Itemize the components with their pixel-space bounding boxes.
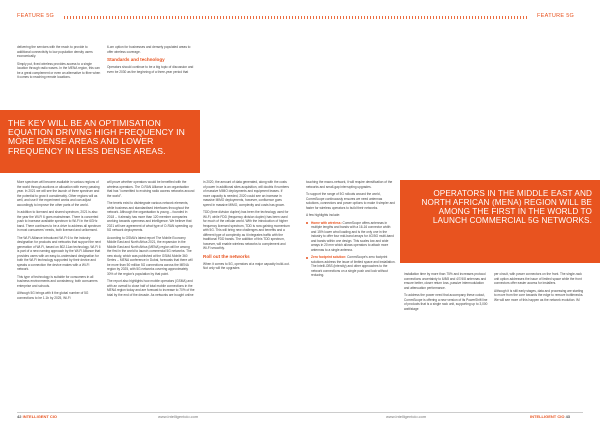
mid-body-column-1: [203, 180, 290, 408]
section-label-left: FEATURE 5G: [17, 13, 55, 19]
bullet-text: CommScope offers antennas in multiple lengths and bands with a 16-16 connector width and 15% lower wind loading and is the only one in the industry to offer four mid-band arrays for 4G/5G multi-band and bands within one design. This scales low and wide arrays in 20 mm which allows operators to attach more antennas to a single antenna.: [311, 220, 394, 252]
paragraph: Although it is still early stages, data and processing are starting to move from the core towards the edge to remove bottlenecks. We will see more of this happen as the network evolution. IM: [494, 288, 584, 302]
paragraph: Although 5G brings with it the global number of 5G connections to be 1.1b by 2025, Wi-Fi: [17, 291, 89, 300]
paragraph: To address the power need that accompany these cutout, CommScope is offering a new version of its PowerShift line of products that is a single rack unit, supporting up to 3,000 watt/stage: [404, 293, 488, 311]
paragraph: will prove whether operators would be benefited with the wireless operators. The O-RAN Alliance is an organisation that has "committed to evolving radio access networks around the world".: [107, 180, 195, 198]
left-body-column-1: [17, 180, 101, 408]
paragraph: The tenets exist to disintegrate various network elements, while business and standardised interfaces throughout the network. Although the organisation is young -- founded in 2018 -- it already has more than 120 member companies working towards openness and intelligence. We believe that 2021 will see agreement of what type of O-RAN speeding up 5G network deployments.: [107, 201, 193, 232]
page-number-left: 42: [17, 414, 22, 419]
paragraph: According to GSMA's latest report The Mobile Economy Middle East and North Africa 2021, the expansion in the Middle East and North Africa (MENA) region will be among the first in the world to launch commercial 5G networks. The new study, which was published at the GSMA Mobile 360 Series -- MENA conference in Dubai, forecasts that there will be more than 50 million 5G connections across the MENA region by 2025, with 5G networks covering approximately 30% of the region's population by that point.: [107, 235, 193, 276]
footer-left: [17, 414, 57, 419]
paragraph: This type of technology is suitable for consumers in all business environments and consistency, both consumers enterprise and schools.: [17, 274, 98, 288]
page-number-right: 43: [565, 414, 571, 419]
right-body-column-3: [494, 272, 584, 408]
paragraph: touching the macro-network, it will require densification of the networks and small-gap interrupting upgrades.: [306, 180, 393, 189]
paragraph: Simply put, fixed wireless provides access to a single location through radio waves. In the MENA region, this can be a great complement or even an alternative to fibre when it comes to reaching remote locations.: [17, 61, 101, 79]
subheading-roll-out: Roll out the networks: [203, 253, 250, 259]
magazine-name-left: INTELLIGENT CIO: [22, 414, 58, 419]
paragraph: A few highlights include:: [306, 213, 341, 217]
pull-quote-right: OPERATORS IN THE MIDDLE EAST AND NORTH AFRICAN (MENA) REGION WILL BE AMONG THE FIRST IN THE WORLD TO LAUNCH COMMERCIAL 5G NETWORKS.: [400, 180, 600, 263]
footer-divider: [17, 412, 583, 413]
paragraph: in 2020, the amount of data generated, along with the costs of power in additional sites acquisition, will doubts if numbers of massive MIMO deployments and equipment leases. If more capacity is needed, 2020 could see an increase in massive MIMO deployments, however, confluence goes speed in massive MIMO, complexity and costs has grown.: [203, 180, 289, 207]
paragraph: The Wi-Fi Alliance introduced Wi-Fi 6 to the industry designation for products and networks that support the next generation of Wi-Fi, based on 802.11ax technology. Wi-Fi 6 is part of a new naming approach by the Wi-Fi Alliance that provides users with an easy-to-understand designation for both the Wi-Fi technology supported by their device and speaks a connection the device makes with a Wi-Fi network.: [17, 235, 101, 271]
footer-right: [530, 414, 570, 419]
paragraph: TDD (time division duplex) has been the technology used for Wi-Fi, while FDD (frequency division duplex) has been used for much of the cellular world. With the introduction of higher frequency licensed spectrum, TDD is now gaining momentum with 5G. This will bring new challenges and benefits and a different type of complexity as it integrates traffic with the traditional FDD bands. The addition of this TDD spectrum, however, will enable wireless networks to complement and Wi-Fi smoothly.: [203, 210, 290, 250]
paragraph: In addition to licensed and shared spectrum, 2021 is also the year the Wi-Fi 6 goes mainstream. There is concerted push to increase available spectrum to Wi-Fi in the 6GHz band. There continues to be a drive to address all spectrum in most consumers' needs, both licensed and unlicensed.: [17, 210, 101, 232]
magazine-name-right: INTELLIGENT CIO: [530, 414, 565, 419]
paragraph: When it comes to 5G, operators at a major capacity build-out. Not only will the upgrades: [203, 261, 290, 270]
paragraph: Operators should continue to be a big topic of discussion and even be 2030 as the beginning of a three-year period that: [107, 65, 194, 74]
paragraph: delivering the services with the reach to provide to additional connectivity to low population density users economically.: [17, 45, 93, 58]
paragraph: 6-cm option for businesses and densely populated areas to offer wireless coverage.: [107, 45, 191, 54]
footer-url-left[interactable]: www.intelligentcio.com: [158, 414, 199, 419]
paragraph: More spectrum will become available in various regions of the world through auctions or allocation with every passing year. In 2021 we will see the launch of three spectrum and the potential to grow it considerably. Other regions will as well, and use if the experiment works and can adjust accordingly to improve the other parts of the world.: [17, 180, 100, 207]
bullet-title: Home with wireless:: [311, 220, 342, 225]
subheading-standards: Standards and technology: [107, 57, 165, 62]
section-label-right: FEATURE 5G: [537, 13, 575, 19]
paragraph: per circuit, with power connectors on the front. The single-rack unit option addresses the issue of limited space while the front connectors offer easier access for installers.: [494, 272, 582, 285]
paragraph: installation time by more than 75% and increases protocol connections uncertainty to 6/8/8 and 4/7/4/8 antennas and ensure better, closer return loss, passive intermodulation and attenuation performance.: [404, 272, 487, 290]
left-body-column-2: [107, 180, 195, 408]
pull-quote-left: THE KEY WILL BE AN OPTIMISATION EQUATION DRIVING HIGH FREQUENCY IN MORE DENSE AREAS AND LOWER FREQUENCY IN LESS DENSE AREAS.: [0, 110, 200, 173]
header-hatch-divider: [64, 16, 529, 19]
footer-url-right[interactable]: www.intelligentcio.com: [386, 414, 427, 419]
bullet-item: [306, 221, 396, 253]
bullet-title: Zero footprint solution:: [311, 255, 347, 259]
paragraph: The report also highlights how mobile operators (GSMA) and with an overall to close half of total mobile connections in the MENA region today and are forecast to increase to 70% of the total by the end of the decade. As networks are bought online: [107, 279, 195, 297]
right-body-column-1: [306, 180, 396, 408]
bullet-text: CommScope's zero footprint solutions address the issue of limited space and installation. The Intelli-OBS (intercity) and other approaches to the network connections on a single push and lock without reducing.: [311, 255, 396, 277]
right-body-column-2: [404, 272, 488, 408]
paragraph: To support the range of 5G rollouts around the world, CommScope continuously ensures we need antennas solutions, connectors and power options to make it simpler and faster for wireless operators to build their networks.: [306, 192, 395, 210]
bullet-item: [306, 255, 396, 278]
